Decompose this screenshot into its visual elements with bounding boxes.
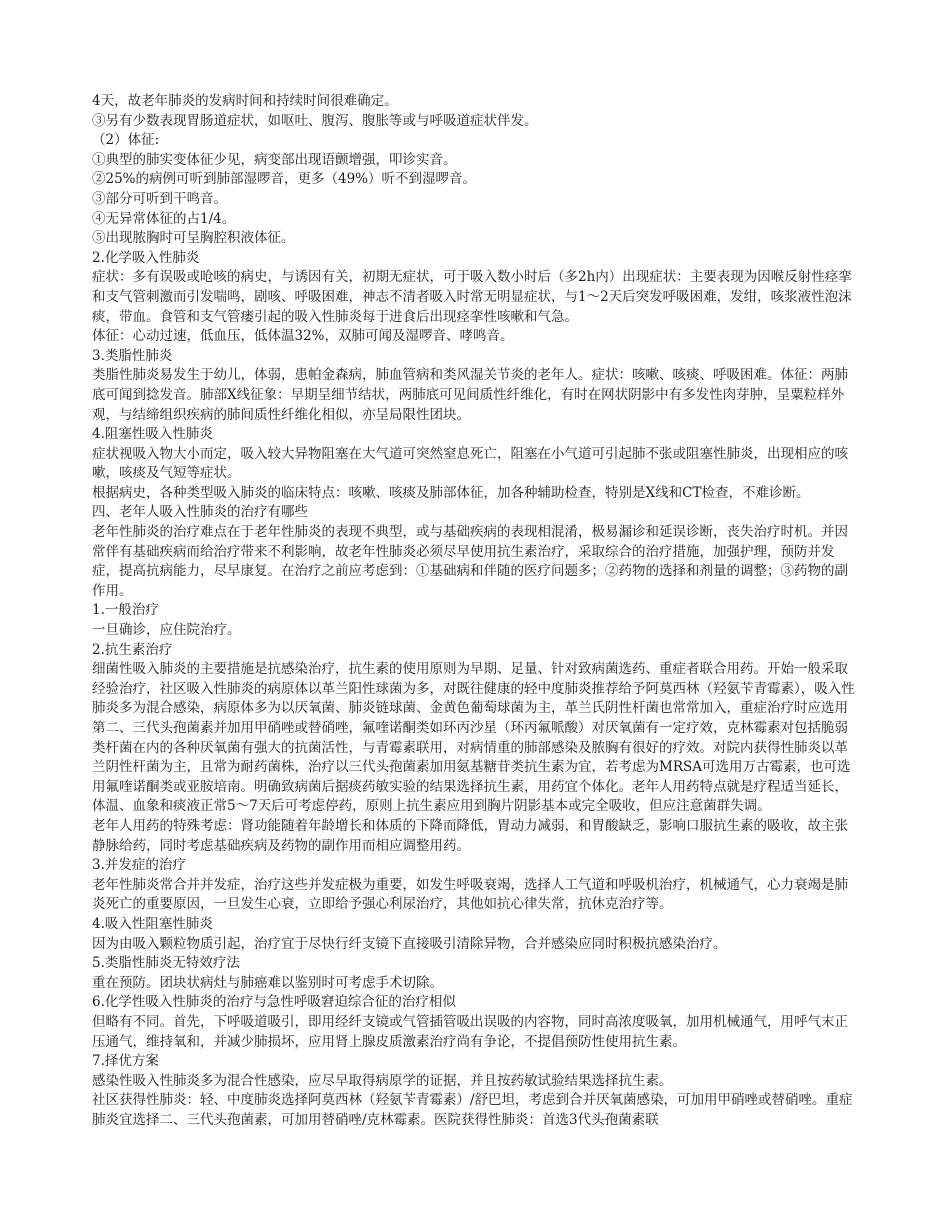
paragraph-chemical-symptoms: 症状：多有误吸或呛咳的病史，与诱因有关，初期无症状，可于吸入数小时后（多2h内）出现症状：主要表现为因喉反射性痉挛和支气管刺激而引发喘鸣，剧咳、呼吸困难，神志不清者吸入时常无明显症状，与1～2天后突发呼吸困难，发绀，咳浆液性泡沫痰，带血。食管和支气管瘘引起的吸入性肺炎每于进食后出现痉挛性咳嗽和气急。 — [92, 269, 852, 325]
paragraph-preferred-regimen: 感染性吸入性肺炎多为混合性感染，应尽早取得病原学的证据，并且按药敏试验结果选择抗生素。 — [92, 1072, 673, 1089]
paragraph-chemical-signs: 体征：心动过速，低血压，低体温32%，双肺可闻及湿啰音、哮鸣音。 — [92, 328, 514, 345]
heading-signs: （2）体征: — [92, 132, 160, 149]
heading-lipoid-treatment: 5.类脂性肺炎无特效疗法 — [92, 955, 240, 972]
heading-antibiotic-treatment: 2.抗生素治疗 — [92, 641, 173, 658]
paragraph-obstructive-treatment: 因为由吸入颗粒物质引起，治疗宜于尽快行纤支镜下直接吸引清除异物，合并感染应同时积极抗感染治疗。 — [92, 935, 727, 952]
paragraph-lipoid-treatment: 重在预防。团块状病灶与肺癌难以鉴别时可考虑手术切除。 — [92, 974, 443, 991]
paragraph-complication-treatment: 老年性肺炎常合并并发症，治疗这些并发症极为重要，如发生呼吸衰竭，选择人工气道和呼吸机治疗，机械通气，心力衰竭是肺炎死亡的重要原因，一旦发生心衰，立即给予强心利尿治疗，其他如抗心律失常，抗休克治疗等。 — [92, 876, 848, 913]
paragraph-lipoid-pneumonia: 类脂性肺炎易发生于幼儿，体弱，患帕金森病，肺血管病和类风湿关节炎的老年人。症状：咳嗽、咳痰、呼吸困难。体征：两肺底可闻到捻发音。肺部X线征象：早期呈细节结状，两肺底可见间质性纤维化，有时在网状阴影中有多发性肉芽肿，呈粟粒样外观，与结缔组织疾病的肺间质性纤维化相似，亦呈局限性团块。 — [92, 367, 848, 423]
paragraph-obstructive-symptoms: 症状视吸入物大小而定，吸入较大异物阻塞在大气道可突然窒息死亡，阻塞在小气道可引起肺不张或阻塞性肺炎，出现相应的咳嗽，咳痰及气短等症状。 — [92, 445, 848, 482]
heading-lipoid-pneumonia: 3.类脂性肺炎 — [92, 347, 173, 364]
list-item-sign-3: ③部分可听到干鸣音。 — [92, 190, 227, 207]
heading-chemical-treatment: 6.化学性吸入性肺炎的治疗与急性呼吸窘迫综合征的治疗相似 — [92, 994, 456, 1011]
paragraph-elderly-medication: 老年人用药的特殊考虑：肾功能随着年龄增长和体质的下降而降低，胃动力减弱，和胃酸缺乏，影响口服抗生素的吸收，故主张静脉给药，同时考虑基础疾病及药物的副作用而相应调整用药。 — [92, 817, 848, 854]
heading-obstructive-pneumonia: 4.阻塞性吸入性肺炎 — [92, 426, 213, 443]
paragraph-onset-time: 4天，故老年肺炎的发病时间和持续时间很难确定。 — [92, 93, 398, 109]
heading-chemical-pneumonia: 2.化学吸入性肺炎 — [92, 249, 200, 266]
paragraph-diagnosis: 根据病史，各种类型吸入肺炎的临床特点：咳嗽、咳痰及肺部体征，加各种辅助检查，特别是X线和CT检查，不难诊断。 — [92, 484, 810, 501]
list-item-sign-1: ①典型的肺实变体征少见，病变部出现语颤增强，叩诊实音。 — [92, 151, 457, 168]
paragraph-community-pneumonia: 社区获得性肺炎：轻、中度肺炎选择阿莫西林（羟氨苄青霉素）/舒巴坦，考虑到合并厌氧菌感染，可加用甲硝唑或替硝唑。重症肺炎宜选择二、三代头孢菌素，可加用替硝唑/克林霉素。医院获得性肺炎：首选3代头孢菌素联 — [92, 1092, 853, 1128]
paragraph-treatment-intro: 老年性肺炎的治疗难点在于老年性肺炎的表现不典型，或与基础疾病的表现相混淆，极易漏诊和延误诊断，丧失治疗时机。并因常伴有基础疾病而给治疗带来不利影响，故老年性肺炎必须尽早使用抗生素治疗，采取综合的治疗措施，加强护理，预防并发症，提高抗病能力，尽早康复。在治疗之前应考虑到：①基础病和伴随的医疗问题多；②药物的选择和剂量的调整；③药物的副作用。 — [92, 524, 848, 599]
paragraph-general-treatment: 一旦确诊，应住院治疗。 — [92, 622, 241, 639]
heading-obstructive-treatment: 4.吸入性阻塞性肺炎 — [92, 915, 213, 932]
section-title-treatment: 四、老年人吸入性肺炎的治疗有哪些 — [92, 504, 308, 521]
heading-general-treatment: 1.一般治疗 — [92, 602, 159, 619]
heading-complication-treatment: 3.并发症的治疗 — [92, 857, 186, 874]
paragraph-gi-symptoms: ③另有少数表现胃肠道症状，如呕吐、腹泻、腹胀等或与呼吸道症状伴发。 — [92, 112, 538, 129]
list-item-sign-5: ⑤出现脓胸时可呈胸腔积液体征。 — [92, 230, 295, 247]
heading-preferred-regimen: 7.择优方案 — [92, 1053, 159, 1070]
paragraph-antibiotic-treatment: 细菌性吸入肺炎的主要措施是抗感染治疗，抗生素的使用原则为早期、足量、针对致病菌选药、重症者联合用药。开始一般采取经验治疗，社区吸入性肺炎的病原体以革兰阳性球菌为多，对既往健康的轻中度肺炎推荐给予阿莫西林（羟氨苄青霉素），吸入性肺炎多为混合感染，病原体多为以厌氧菌、肺炎链球菌、金黄色葡萄球菌为主，革兰氏阴性杆菌也常常加入，重症治疗时应选用第二、三代头孢菌素并加用甲硝唑或替硝唑，氟喹诺酮类如环丙沙星（环丙氟哌酸）对厌氧菌有一定疗效，克林霉素对包括脆弱类杆菌在内的各种厌氧菌有强大的抗菌活性，与青霉素联用，对病情重的肺部感染及脓胸有很好的疗效。对院内获得性肺炎以革兰阴性杆菌为主，且常为耐药菌株，治疗以三代头孢菌素加用氨基糖苷类抗生素为宜，若考虑为MRSA可选用万古霉素，也可选用氟喹诺酮类或亚胺培南。明确致病菌后据痰药敏实验的结果选择抗生素，用药宜个体化。老年人用药特点就是疗程适当延长，体温、血象和痰液正常5～7天后可考虑停药，原则上抗生素应用到胸片阴影基本或完全吸收，但应注意菌群失调。 — [92, 661, 855, 815]
paragraph-chemical-treatment: 但略有不同。首先，下呼吸道吸引，即用经纤支镜或气管插管吸出误吸的内容物，同时高浓度吸氧，加用机械通气，用呼气末正压通气，维持氧和，并减少肺损坏，应用肾上腺皮质激素治疗尚有争论，不提倡预防性使用抗生素。 — [92, 1013, 848, 1050]
list-item-sign-4: ④无异常体征的占1/4。 — [92, 210, 236, 227]
list-item-sign-2: ②25%的病例可听到肺部湿啰音，更多（49%）听不到湿啰音。 — [92, 171, 477, 188]
